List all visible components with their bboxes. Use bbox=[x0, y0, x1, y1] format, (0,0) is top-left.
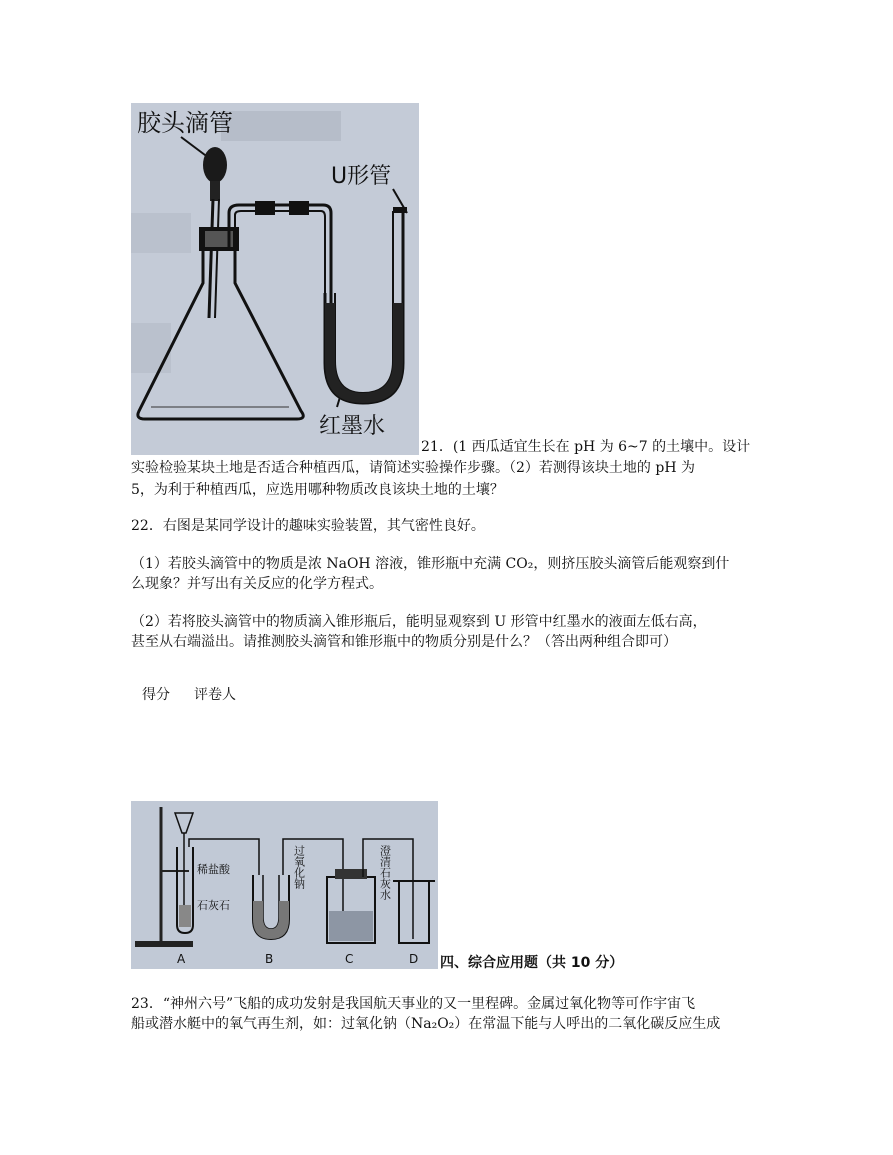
letter-b: B bbox=[265, 952, 274, 966]
q22-p1-line1: （1）若胶头滴管中的物质是浓 NaOH 溶液，锥形瓶中充满 CO₂，则挤压胶头滴管后能观察到什 bbox=[131, 556, 730, 572]
peroxide-label: 过氧化钠 bbox=[292, 845, 306, 889]
red-ink-label: 红墨水 bbox=[319, 414, 386, 439]
q23-line2: 船或潜水艇中的氧气再生剂，如：过氧化钠（Na₂O₂）在常温下能与人呼出的二氧化碳反应生成 bbox=[131, 1016, 721, 1032]
letter-a: A bbox=[177, 952, 186, 966]
utube-label: U形管 bbox=[331, 164, 392, 189]
q23-line1: 23．“神州六号”飞船的成功发射是我国航天事业的又一里程碑。金属过氧化物等可作宇宙飞 bbox=[131, 996, 696, 1012]
section-heading: 四、综合应用题（共 10 分） bbox=[440, 955, 624, 971]
q21-line2: 实验检验某块土地是否适合种植西瓜，请简述实验操作步骤。（2）若测得该块土地的 pH 为 bbox=[131, 460, 695, 476]
figure-apparatus-abcd bbox=[131, 801, 438, 969]
figure-flask-utube bbox=[131, 103, 419, 455]
q21-line3: 5，为利于种植西瓜，应选用哪种物质改良该块土地的土壤？ bbox=[131, 482, 504, 498]
q21-line1: 21．(1 西瓜适宜生长在 pH 为 6~7 的土壤中。设计 bbox=[421, 439, 751, 455]
dropper-label: 胶头滴管 bbox=[137, 109, 233, 137]
limewater-label: 澄清石灰水 bbox=[378, 845, 392, 900]
q22-p2-line2: 甚至从右端溢出。请推测胶头滴管和锥形瓶中的物质分别是什么？（答出两种组合即可） bbox=[131, 634, 677, 650]
dropper-bulb-icon bbox=[203, 147, 227, 183]
letter-c: C bbox=[345, 952, 354, 966]
grader-label: 评卷人 bbox=[194, 687, 236, 703]
letter-d: D bbox=[409, 952, 419, 966]
q22-intro: 22．右图是某同学设计的趣味实验装置，其气密性良好。 bbox=[131, 518, 485, 534]
apparatus-drawing-1 bbox=[131, 103, 419, 455]
limestone-label: 石灰石 bbox=[197, 899, 230, 912]
q22-p1-line2: 么现象？并写出有关反应的化学方程式。 bbox=[131, 576, 383, 592]
q22-p2-line1: （2）若将胶头滴管中的物质滴入锥形瓶后，能明显观察到 U 形管中红墨水的液面左低右高， bbox=[131, 614, 707, 630]
score-label: 得分 bbox=[142, 687, 170, 703]
acid-label: 稀盐酸 bbox=[197, 863, 230, 876]
apparatus-drawing-2 bbox=[131, 801, 438, 969]
